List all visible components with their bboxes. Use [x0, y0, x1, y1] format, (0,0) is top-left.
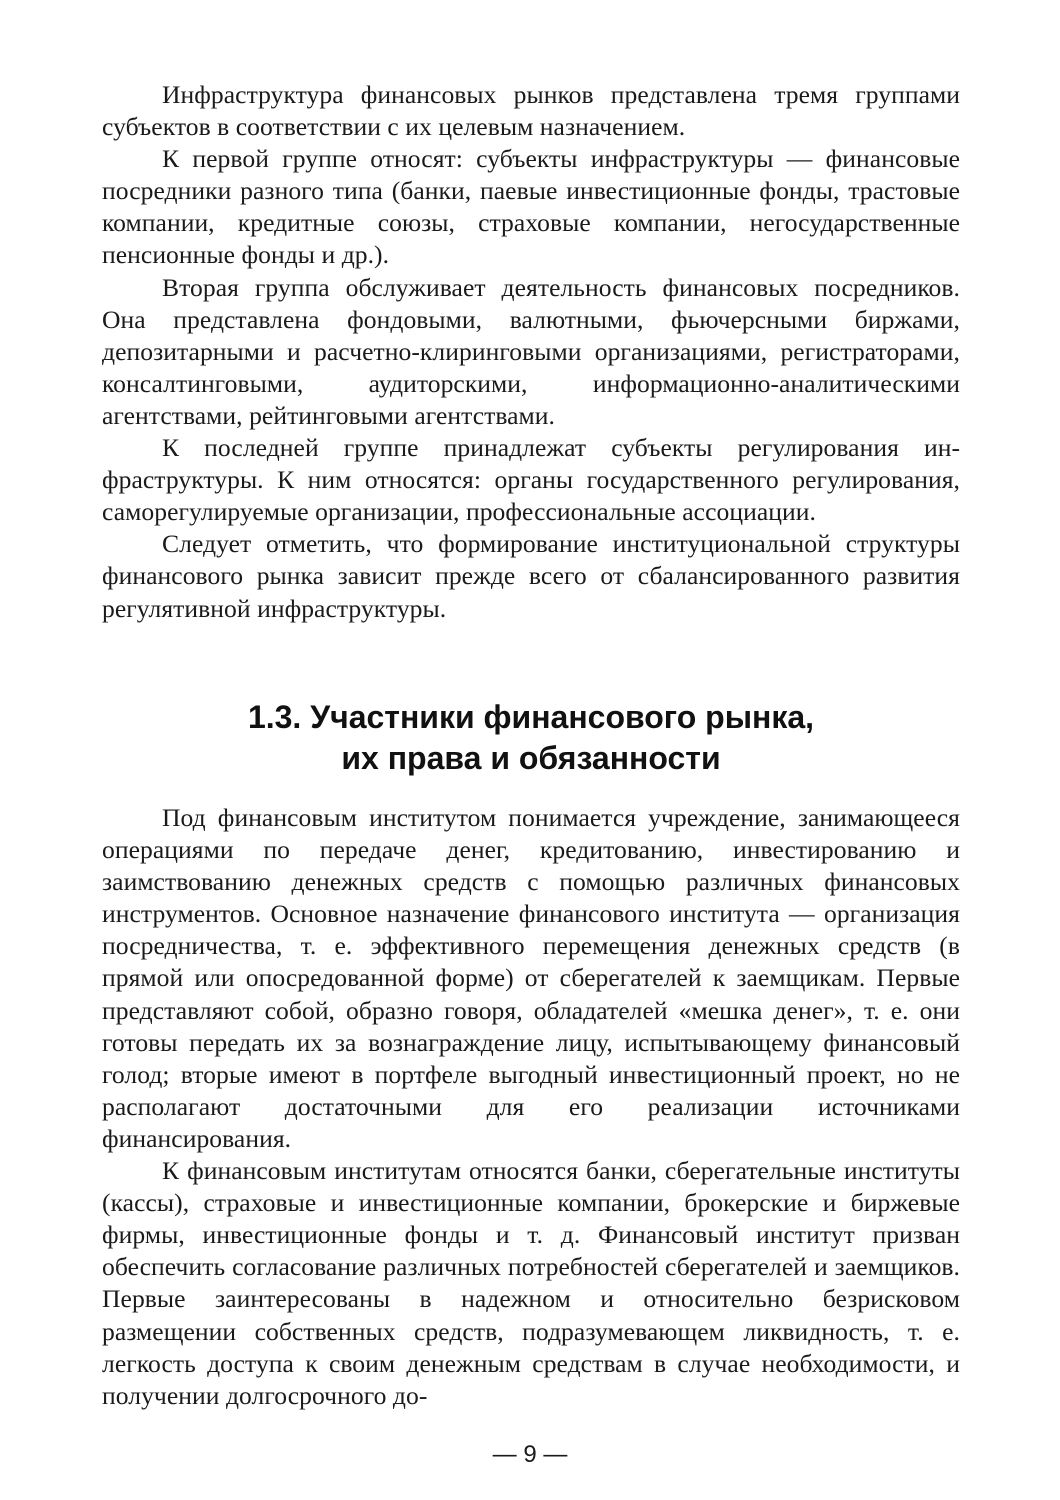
- paragraph: К последней группе принадлежат субъекты регулирования инфраструктуры. К ним относятся: органы государственного регулирования, саморегулируемые организации, профессиональные ассоциации.: [102, 433, 960, 527]
- paragraph: Под финансовым институтом понимается учреждение, занимающееся операциями по передаче денег, кредитованию, инвестированию и заимствованию денежных средств с помощью различных финансовых инструментов. Основное назначение финансового института — организация посредничества, т. е. эффективного перемещения денежных средств (в прямой или опосредованной форме) от сберегателей к заемщикам. Первые представляют собой, образно говоря, обладателей «мешка денег», т. е. они готовы передать их за вознаграждение лицу, испытывающему финансовый голод; вторые имеют в портфеле выгодный инвестиционный проект, но не располагают достаточными для его реализации источниками финансирования.: [102, 803, 960, 1153]
- section-heading: [102, 697, 960, 779]
- paragraph: К первой группе относят: субъекты инфраструктуры — финансовые посредники разного типа (банки, паевые инвестиционные фонды, трастовые компании, кредитные союзы, страховые компании, негосударственные пенсионные фонды и др.).: [102, 144, 960, 270]
- paragraph: Инфраструктура финансовых рынков представлена тремя группами субъектов в соответствии с их целевым назначением.: [102, 80, 960, 142]
- section-heading-line-1: 1.3. Участники финансового рынка,: [247, 699, 815, 735]
- paragraph: Вторая группа обслуживает деятельность финансовых посредников. Она представлена фондовыми, валютными, фьючерсными биржами, депозитарными и расчетно-клиринговыми организациями, регистраторами, консалтинговыми, аудиторскими, информационно-аналитическими агентствами, рейтинговыми агентствами.: [102, 272, 960, 430]
- page-number: — 9 —: [492, 1441, 568, 1468]
- section-heading-line-2: их права и обязанности: [341, 740, 721, 776]
- body-text-top: [102, 79, 960, 625]
- paragraph: Следует отметить, что формирование институциональной структуры финансового рынка зависит прежде всего от сбалансированного развития регулятивной инфраструктуры.: [102, 529, 960, 623]
- body-text-bottom: [102, 802, 960, 1412]
- paragraph: К финансовым институтам относятся банки, сберегательные институты (кассы), страховые и инвестиционные компании, брокерские и биржевые фирмы, инвестиционные фонды и т. д. Финансовый институт призван обеспечить согласование различных потребностей сберегателей и заемщиков. Первые заинтересованы в надежном и относительно безрисковом размещении собственных средств, подразумевающем ликвидность, т. е. легкость доступа к своим денежным средствам в случае необходимости, и получении долгосрочного до-: [102, 1156, 960, 1410]
